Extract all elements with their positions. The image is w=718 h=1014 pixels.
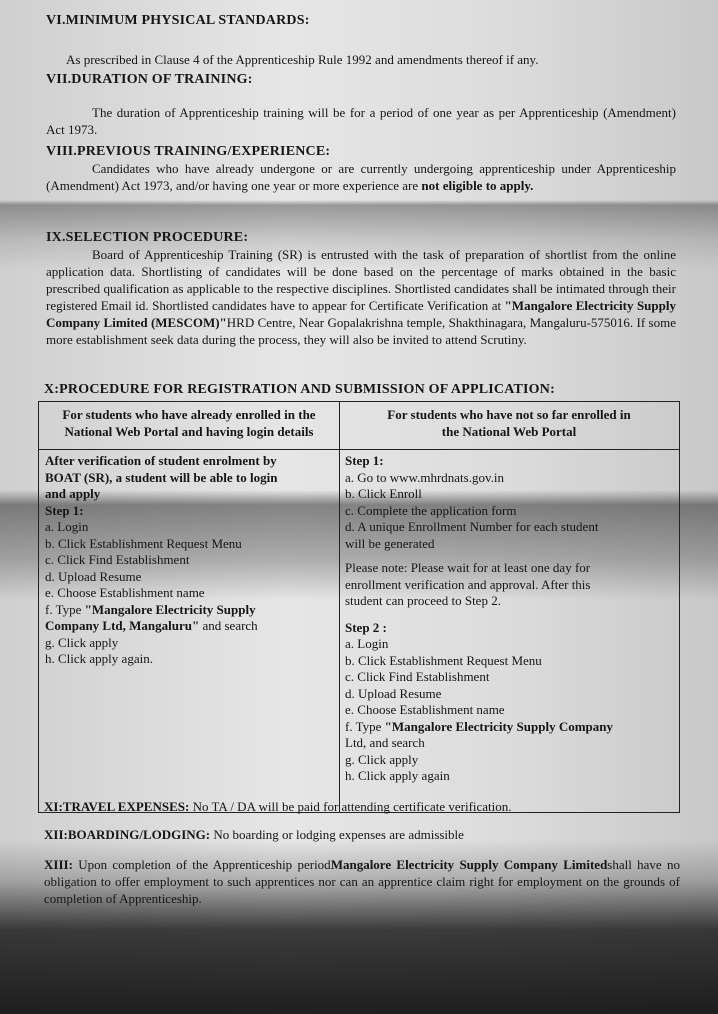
section-7-title: VII.DURATION OF TRAINING: — [46, 72, 253, 87]
section-8-title: VIII.PREVIOUS TRAINING/EXPERIENCE: — [46, 144, 331, 159]
list-item: c. Click Find Establishment — [45, 552, 190, 567]
list-item: b. Click Establishment Request Menu — [45, 535, 242, 551]
list-item: f. Type "Mangalore Electricity Supply — [45, 601, 256, 617]
section-7-text: The duration of Apprenticeship training will be for a period of one year as per Apprenticeship (Amendment) Act 1973. — [46, 105, 676, 137]
list-item: c. Complete the application form — [345, 502, 517, 518]
list-item: e. Choose Establishment name — [345, 702, 505, 717]
right-column-body: Step 1: a. Go to www.mhrdnats.gov.in b. Click Enroll c. Complete the application form d. A unique Enrollment Number for each student will be generated Please note: Please wait for at least one day for enrollment verification and approval. After this student can proceed to Step 2. Step 2 : a. Login b. Click Establishment Request Menu c. Click Find Establishment d. Upload Resume e. Choose Establishment name f. Type "Mangalore Electricity Supply Company Ltd, and search g. Click apply h. Click apply again — [345, 453, 675, 785]
list-item: b. Click Establishment Request Menu — [345, 652, 542, 668]
registration-table — [38, 401, 680, 813]
left-column-header: For students who have already enrolled in the National Web Portal and having login details — [62, 407, 316, 439]
list-item: d. Upload Resume — [45, 568, 142, 584]
list-item: g. Click apply — [345, 751, 419, 767]
list-item: c. Click Find Establishment — [345, 669, 490, 684]
section-6-title: VI.MINIMUM PHYSICAL STANDARDS: — [46, 13, 310, 28]
list-item: g. Click apply — [45, 634, 119, 650]
list-item: b. Click Enroll — [345, 486, 422, 501]
section-9-text: Board of Apprenticeship Training (SR) is entrusted with the task of preparation of shortlist from the online application data. Shortlisting of candidates will be done based on the percentage of marks obtained in the basic prescribed qualification as applicable to the respective disciplines. Shortlisted candidates shall be intimated through their registered Email id. Shortlisted candidates have to appear for Certificate Verification at "Mangalore Electricity Supply Company Limited (MESCOM)"HRD Centre, Near Gopalakrishna temple, Shakthinagara, Mangaluru-575016. If some more establishment seek data during the process, they will also be invited to attend Scrutiny. — [46, 247, 677, 347]
list-item: a. Login — [45, 519, 89, 534]
list-item: a. Go to www.mhrdnats.gov.in — [345, 469, 504, 485]
section-11: XI:TRAVEL EXPENSES: No TA / DA will be paid for attending certificate verification. — [44, 799, 512, 814]
section-8-text: Candidates who have already undergone or are currently undergoing apprenticeship under Apprenticeship (Amendment) Act 1973, and/or having one year or more experience are not eligible to apply. — [46, 161, 676, 193]
list-item: e. Choose Establishment name — [45, 585, 205, 600]
list-item: will be generated — [345, 535, 435, 551]
list-item: f. Type "Mangalore Electricity Supply Company — [345, 718, 613, 734]
list-item: d. Upload Resume — [345, 685, 442, 701]
left-column-body: After verification of student enrolment by BOAT (SR), a student will be able to login and apply Step 1: a. Login b. Click Establishment Request Menu c. Click Find Establishment d. Upload Resume e. Choose Establishment name f. Type "Mangalore Electricity Supply Company Ltd, Mangaluru" and search g. Click apply h. Click apply again. — [45, 453, 335, 668]
section-10-title: X:PROCEDURE FOR REGISTRATION AND SUBMISSION OF APPLICATION: — [44, 382, 555, 397]
list-item: h. Click apply again. — [45, 651, 153, 666]
section-13: XIII: Upon completion of the Apprenticeship periodMangalore Electricity Supply Company Limitedshall have no obligation to offer employment to such apprentices nor can an apprentice claim right for employment on the grounds of completion of Apprenticeship. — [44, 857, 680, 906]
list-item: Ltd, and search — [345, 735, 425, 750]
list-item: Company Ltd, Mangaluru" and search — [45, 618, 258, 633]
section-6-text: As prescribed in Clause 4 of the Apprenticeship Rule 1992 and amendments thereof if any. — [66, 52, 539, 67]
list-item: h. Click apply again — [345, 768, 450, 783]
section-9-title: IX.SELECTION PROCEDURE: — [46, 230, 249, 245]
list-item: d. A unique Enrollment Number for each student — [345, 519, 599, 534]
right-column-header: For students who have not so far enrolled in the National Web Portal — [387, 407, 631, 439]
section-12: XII:BOARDING/LODGING: No boarding or lodging expenses are admissible — [44, 827, 464, 842]
list-item: a. Login — [345, 636, 389, 651]
